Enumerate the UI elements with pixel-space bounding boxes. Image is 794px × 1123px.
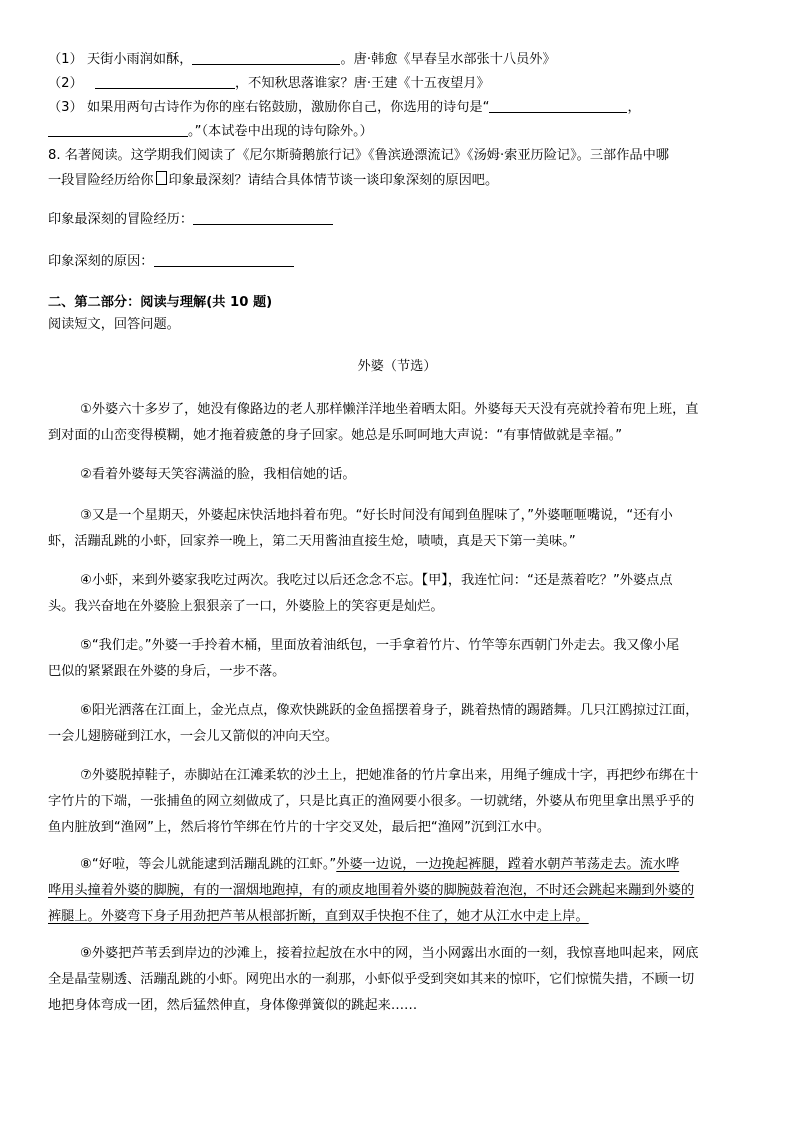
fill-item-3-cont xyxy=(48,122,373,141)
q8-answer-2 xyxy=(48,252,294,271)
item-text: ，不知秋思落谁家？唐·王建《十五夜望月》 xyxy=(234,76,490,91)
paragraph-line: 鱼内脏放到“渔网”上，然后将竹竿绑在竹片的十字交叉处，最后把“渔网”沉到江水中。 xyxy=(48,820,551,835)
paragraph-line: ⑨外婆把芦苇丢到岸边的沙滩上，接着拉起放在水中的网，当小网露出水面的一刻，我惊喜地叫起来，网底 xyxy=(80,946,699,961)
answer-blank[interactable] xyxy=(95,74,235,89)
q8-answer-1 xyxy=(48,210,333,229)
paragraph-line: ⑤“我们走。”外婆一手拎着木桶，里面放着油纸包，一手拿着竹片、竹竿等东西朝门外走去。我又像小尾 xyxy=(80,638,680,653)
paragraph-line: ⑦外婆脱掉鞋子，赤脚站在江滩柔软的沙土上，把她准备的竹片拿出来，用绳子缠成十字，再把纱布绑在十 xyxy=(80,768,699,783)
item-separator: ， xyxy=(627,100,641,115)
q8-line-2 xyxy=(48,171,498,190)
answer-blank[interactable] xyxy=(154,252,294,267)
paragraph-line: ④小虾，来到外婆家我吃过两次。我吃过以后还念念不忘。【甲】，我连忙问：“还是蒸着吃？”外婆点点 xyxy=(80,573,673,588)
paragraph-line: 一会儿翅膀碰到江水，一会儿又箭似的冲向天空。 xyxy=(48,729,339,744)
paragraph-line: 地把身体弯成一团，然后猛然伸直，身体像弹簧似的跳起来…… xyxy=(48,998,418,1013)
underlined-line: 哗用头撞着外婆的脚腕，有的一溜烟地跑掉，有的顽皮地围着外婆的脚腕鼓着泡泡，不时还会跳起来蹦到外婆的 xyxy=(48,883,695,898)
paragraph-line: 巴似的紧紧跟在外婆的身后，一步不落。 xyxy=(48,664,286,679)
q8-text: 一段冒险经历给你 xyxy=(48,173,154,188)
q8-line-1: 8. 名著阅读。这学期我们阅读了《尼尔斯骑鹅旅行记》《鲁滨逊漂流记》《汤姆·索亚历险记》。三部作品中哪 xyxy=(48,148,669,163)
missing-glyph-box xyxy=(156,171,167,185)
section-heading: 二、第二部分：阅读与理解(共 10 题) xyxy=(48,295,273,310)
paragraph-line: 头。我兴奋地在外婆脸上狠狠亲了一口，外婆脸上的笑容更是灿烂。 xyxy=(48,599,444,614)
paragraph-line: 到对面的山峦变得模糊，她才拖着疲惫的身子回家。她总是乐呵呵地大声说：“有事情做就是幸福。” xyxy=(48,428,623,443)
paragraph-line: ①外婆六十多岁了，她没有像路边的老人那样懒洋洋地坐着晒太阳。外婆每天天没有亮就拎着布兜上班，直 xyxy=(80,402,699,417)
item-text: 。唐·韩愈《早春呈水部张十八员外》 xyxy=(340,52,556,67)
item-text: 天街小雨润如酥， xyxy=(86,52,193,67)
fill-item-3 xyxy=(48,98,641,117)
answer-label: 印象最深刻的冒险经历： xyxy=(48,212,194,227)
item-text: 如果用两句古诗作为你的座右铭鼓励，激励你自己，你选用的诗句是“ xyxy=(86,100,490,115)
paragraph-7 xyxy=(48,763,738,841)
item-text: 。”（本试卷中出现的诗句除外。） xyxy=(188,124,373,139)
paragraph-line: 虾，活蹦乱跳的小虾，回家养一晚上，第二天用酱油直接生炝，啧啧，真是天下第一美味。” xyxy=(48,534,576,549)
paragraph-4 xyxy=(48,568,738,620)
paragraph-5 xyxy=(48,633,738,685)
paragraph-line: ③又是一个星期天，外婆起床快活地抖着布兜。“好长时间没有闻到鱼腥味了，”外婆咂咂嘴说，“还有小 xyxy=(80,508,673,523)
paragraph-6 xyxy=(48,698,738,750)
paragraph-3 xyxy=(48,503,738,555)
item-number: （3） xyxy=(48,100,83,115)
item-number: （1） xyxy=(48,52,83,67)
paragraph-line: ⑥阳光洒落在江面上，金光点点，像欢快跳跃的金鱼摇摆着身子，跳着热情的踢踏舞。几只江鸥掠过江面， xyxy=(80,703,699,718)
fill-item-1 xyxy=(48,50,556,69)
paragraph-9 xyxy=(48,941,738,1019)
underlined-line: 裤腿上。外婆弯下身子用劲把芦苇从根部折断，直到双手快抱不住了，她才从江水中走上岸。 xyxy=(48,909,589,924)
paragraph-line: ②看着外婆每天笑容满溢的脸，我相信她的话。 xyxy=(80,467,356,482)
paragraph-8 xyxy=(48,852,738,930)
section-instruction: 阅读短文，回答问题。 xyxy=(48,317,180,332)
paragraph-text: ⑧“好啦，等会儿就能逮到活蹦乱跳的江虾。” xyxy=(80,857,337,872)
paragraph-2 xyxy=(48,462,738,488)
paragraph-1 xyxy=(48,397,738,449)
answer-blank[interactable] xyxy=(48,122,188,137)
passage-title: 外婆（节选） xyxy=(357,359,437,374)
answer-blank[interactable] xyxy=(193,210,333,225)
answer-blank[interactable] xyxy=(192,50,340,65)
paragraph-line: 字竹片的下端，一张捕鱼的网立刻做成了，只是比真正的渔网要小很多。一切就绪，外婆从布兜里拿出黑乎乎的 xyxy=(48,794,695,809)
paragraph-line: 全是晶莹剔透、活蹦乱跳的小虾。网兜出水的一刹那，小虾似乎受到突如其来的惊吓，它们惊慌失措，不顾一切 xyxy=(48,972,695,987)
answer-label: 印象深刻的原因： xyxy=(48,254,154,269)
underlined-text: 外婆一边说，一边挽起裤腿，蹚着水朝芦苇荡走去。流水哗 xyxy=(336,857,680,872)
answer-blank[interactable] xyxy=(489,98,627,113)
q8-text: 印象最深刻？请结合具体情节谈一谈印象深刻的原因吧。 xyxy=(168,173,499,188)
item-number: （2） xyxy=(48,76,83,91)
fill-item-2 xyxy=(48,74,490,93)
paragraph-line xyxy=(48,852,738,878)
